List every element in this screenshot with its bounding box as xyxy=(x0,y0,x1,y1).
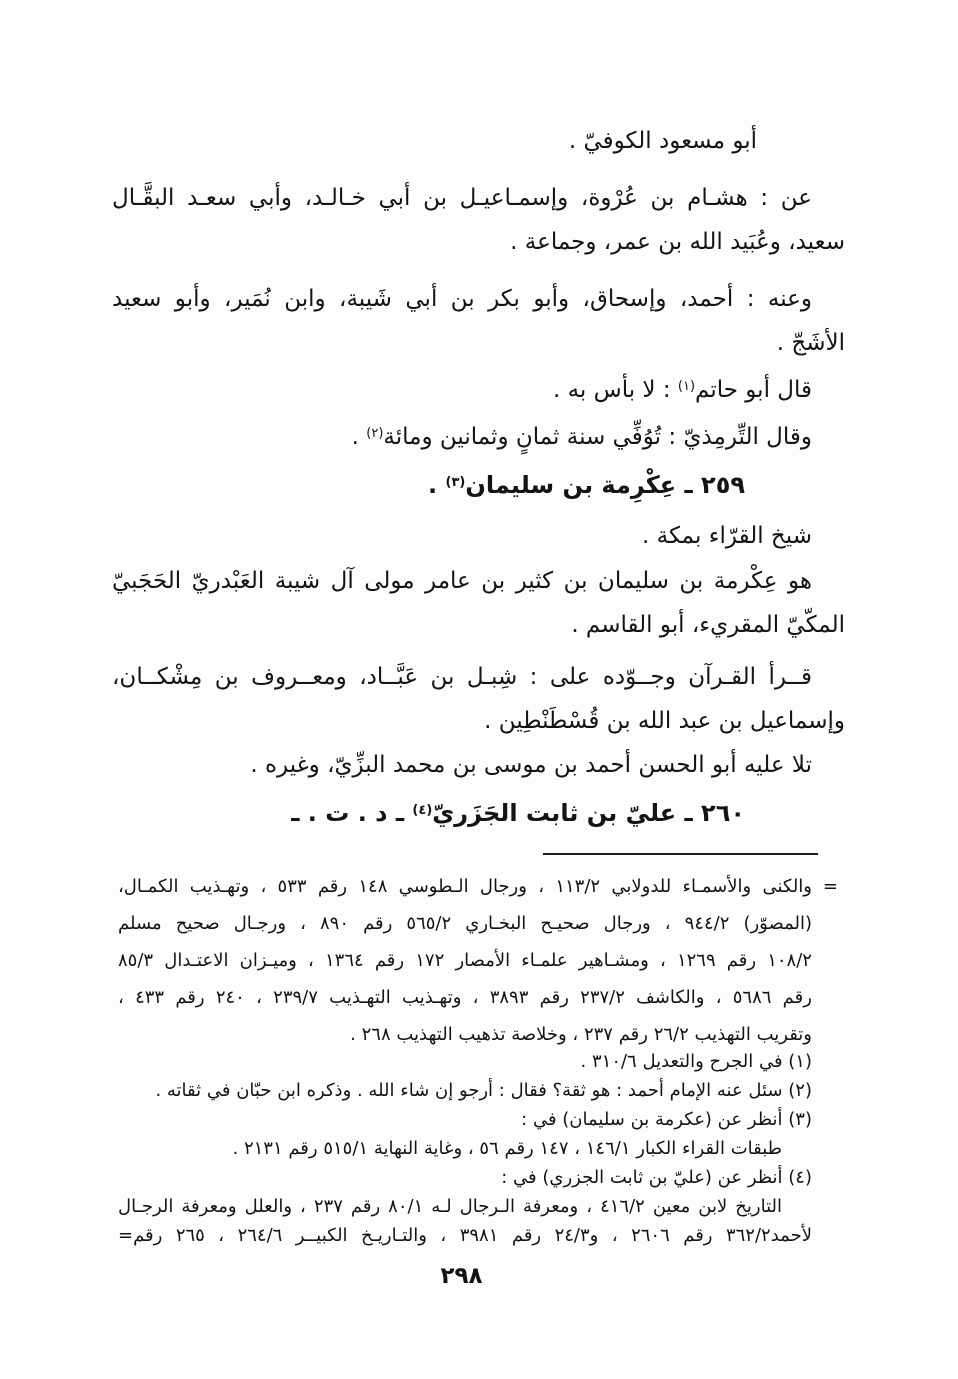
footnote-1 xyxy=(118,1047,812,1076)
text-line xyxy=(112,699,845,743)
footnote-4 xyxy=(118,1163,812,1192)
text-run: (٤) أنظر عن (عليّ بن ثابت الجزري) في : xyxy=(501,1167,812,1188)
text-line xyxy=(112,412,845,459)
text-run: سعيد، وعُبَيد الله بن عمر، وجماعة . xyxy=(510,229,845,255)
text-run: ٢٦٠ ـ عليّ بن ثابت الجَزَريّ xyxy=(432,799,745,827)
footnote-4-refs xyxy=(118,1221,812,1250)
footnote-ref: (٤) xyxy=(412,803,433,818)
footnote-4-refs xyxy=(118,1192,812,1221)
text-run: (٢) سئل عنه الإمام أحمد : هو ثقة؟ فقال : أرجو إن شاء الله . وذكره ابن حبّان في ثقاته . xyxy=(155,1080,812,1101)
text-run: (المصوّر) ٩٤٤/٢ ، ورجال صحيـح البخـاري ٥٦٥/٢ رقم ٨٩٠ ، ورجـال صحيح مسلم xyxy=(118,913,813,934)
text-line xyxy=(112,655,845,699)
footnote-continuation-marker: = xyxy=(822,876,838,897)
footnote-continuation-line xyxy=(118,942,812,979)
text-line xyxy=(112,365,845,412)
text-run: المكّيّ المقريء، أبو القاسم . xyxy=(571,612,845,638)
text-line xyxy=(112,514,845,558)
footnote-ref: (١) xyxy=(677,379,696,394)
text-run: عن : هشـام بن عُرْوة، وإسمـاعيـل بن أبي خـالـد، وأبي سعـد البقَّـال xyxy=(112,185,812,211)
text-run: والكنى والأسمـاء للدولابي ١١٣/٢ ، ورجال الـطوسي ١٤٨ رقم ٥٣٣ ، وتهـذيب الكمـال، xyxy=(118,876,812,897)
text-run: قــرأ القـرآن وجــوّده على : شِبـل بن عَبَّــاد، ومعــروف بن مِشْكــان، xyxy=(112,664,812,690)
text-line xyxy=(112,603,845,647)
footnote-2 xyxy=(118,1076,812,1105)
footnote-ref: (٣) xyxy=(445,475,466,490)
text-run: (٣) أنظر عن (عكرمة بن سليمان) في : xyxy=(521,1109,812,1130)
text-run: هو عِكْرمة بن سليمان بن كثير بن عامر مولى آل شيبة العَبْدريّ الحَجَبيّ xyxy=(112,568,812,594)
text-line xyxy=(112,176,845,220)
footnotes xyxy=(112,855,845,1250)
main-text xyxy=(112,119,845,835)
footnote-continuation-line xyxy=(118,979,812,1016)
footnote-3-refs xyxy=(118,1134,812,1163)
text-run: أبو مسعود الكوفيّ . xyxy=(568,128,757,154)
text-line xyxy=(112,743,845,787)
text-run: طبقات القراء الكبار ١٤٦/١ ، ١٤٧ رقم ٥٦ ، وغاية النهاية ٥١٥/١ رقم ٢١٣١ . xyxy=(232,1138,782,1159)
text-run: قال أبو حاتم xyxy=(695,377,812,403)
text-run: رقم ٥٦٨٦ ، والكاشف ٢٣٧/٢ رقم ٣٨٩٣ ، وتهـذيب التهـذيب ٢٣٩/٧ ، ٢٤٠ رقم ٤٣٣ ، xyxy=(118,987,812,1008)
footnote-continuation-line xyxy=(118,868,838,905)
text-run: ـ د . ت . ـ xyxy=(291,799,413,827)
text-run: وقال التِّرمِذيّ : تُوُفِّي سنة ثمانٍ وثمانين ومائة xyxy=(383,424,812,450)
text-run: (١) في الجرح والتعديل ٣١٠/٦ . xyxy=(580,1051,812,1072)
footnote-3 xyxy=(118,1105,812,1134)
text-run: شيخ القرّاء بمكة . xyxy=(642,523,812,549)
footnote-ref: (٢) xyxy=(366,426,384,441)
text-line xyxy=(112,277,845,321)
entry-heading-259 xyxy=(112,461,845,507)
text-run: : لا بأس به . xyxy=(552,377,678,403)
text-run: . xyxy=(351,424,367,450)
text-run: ١٠٨/٢ رقم ١٢٦٩ ، ومشـاهير علمـاء الأمصار ١٧٢ رقم ١٣٦٤ ، وميـزان الاعتـدال ٨٥/٣ xyxy=(118,950,812,971)
entry-heading-260 xyxy=(112,789,845,835)
page-number: ٢٩٨ xyxy=(440,1263,483,1289)
entry-continuation-line xyxy=(112,119,845,163)
text-run: . xyxy=(428,471,446,499)
text-line xyxy=(112,321,845,365)
text-run: الأشَجّ . xyxy=(776,330,845,356)
text-line xyxy=(112,220,845,264)
text-line xyxy=(112,559,845,603)
footnote-continuation-line xyxy=(118,905,812,942)
text-run: التاريخ لابن معين ٤١٦/٢ ، ومعرفة الـرجال لـه ٨٠/١ رقم ٢٣٧ ، والعلل ومعرفة الرجـال xyxy=(118,1196,782,1217)
text-run: ٢٥٩ ـ عِكْرِمة بن سليمان xyxy=(465,471,745,499)
text-run: وعنه : أحمد، وإسحاق، وأبو بكر بن أبي شَيبة، وابن نُمَير، وأبو سعيد xyxy=(112,286,812,312)
text-run: وتقريب التهذيب ٢٦/٢ رقم ٢٣٧ ، وخلاصة تذهيب التهذيب ٢٦٨ . xyxy=(350,1024,812,1045)
text-run: لأحمد٣٦٢/٢ رقم ٢٦٠٦ ، و٢٤/٣ رقم ٣٩٨١ ، والتـاريـخ الكبيــر ٢٦٤/٦ ، ٢٦٥ رقم= xyxy=(118,1225,812,1246)
text-run: وإسماعيل بن عبد الله بن قُسْطَنْطِين . xyxy=(484,708,845,734)
text-run: تلا عليه أبو الحسن أحمد بن موسى بن محمد البزِّيّ، وغيره . xyxy=(250,752,812,778)
